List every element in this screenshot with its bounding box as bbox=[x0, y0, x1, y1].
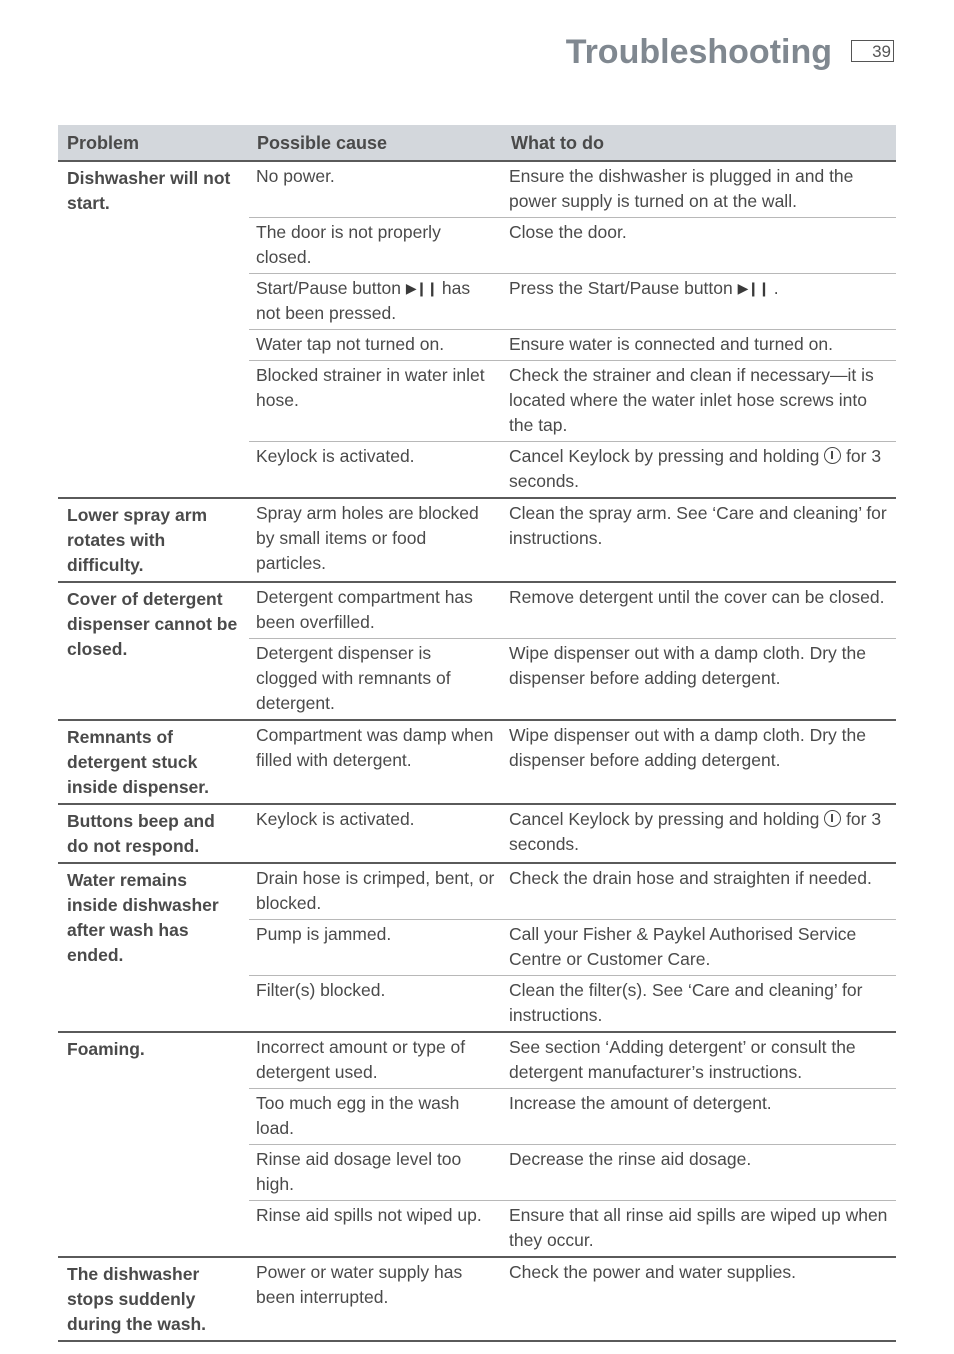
page-header bbox=[0, 0, 954, 100]
cause-cell: No power. bbox=[249, 161, 503, 218]
cause-cell: Keylock is activated. bbox=[249, 442, 503, 499]
problem-cell: Buttons beep and do not respond. bbox=[58, 804, 249, 863]
problem-cell: Water remains inside dishwasher after wash has ended. bbox=[58, 863, 249, 1032]
problem-cell: Lower spray arm rotates with difficulty. bbox=[58, 498, 249, 582]
table-row bbox=[58, 161, 896, 218]
play-pause-icon: ▶❙❙ bbox=[405, 281, 438, 297]
cause-cell: Rinse aid dosage level too high. bbox=[249, 1145, 503, 1201]
table-row bbox=[58, 582, 896, 639]
cause-cell: Spray arm holes are blocked by small items or food particles. bbox=[249, 498, 503, 582]
table-row bbox=[58, 1032, 896, 1089]
cause-cell: Compartment was damp when filled with detergent. bbox=[249, 720, 503, 804]
cause-cell: Rinse aid spills not wiped up. bbox=[249, 1201, 503, 1258]
cause-cell: Water tap not turned on. bbox=[249, 330, 503, 361]
table-row bbox=[58, 1257, 896, 1341]
todo-cell: Call your Fisher & Paykel Authorised Service Centre or Customer Care. bbox=[503, 920, 896, 976]
table-row bbox=[58, 498, 896, 582]
column-header-todo: What to do bbox=[503, 125, 896, 161]
column-header-cause: Possible cause bbox=[249, 125, 503, 161]
todo-cell: Wipe dispenser out with a damp cloth. Dry the dispenser before adding detergent. bbox=[503, 720, 896, 804]
todo-text-post: for 3 seconds. bbox=[509, 446, 882, 491]
todo-cell: Wipe dispenser out with a damp cloth. Dry the dispenser before adding detergent. bbox=[503, 639, 896, 721]
cause-cell: The door is not properly closed. bbox=[249, 218, 503, 274]
table-header-row bbox=[58, 125, 896, 161]
cause-cell: Detergent compartment has been overfilled. bbox=[249, 582, 503, 639]
troubleshooting-table bbox=[58, 125, 896, 1342]
page-number: 39 bbox=[851, 40, 894, 62]
todo-cell bbox=[503, 804, 896, 863]
power-icon bbox=[824, 810, 841, 827]
cause-text-pre: Start/Pause button bbox=[256, 278, 406, 298]
table-row bbox=[58, 804, 896, 863]
cause-cell: Detergent dispenser is clogged with remnants of detergent. bbox=[249, 639, 503, 721]
problem-cell: The dishwasher stops suddenly during the wash. bbox=[58, 1257, 249, 1341]
cause-cell: Keylock is activated. bbox=[249, 804, 503, 863]
todo-cell: Remove detergent until the cover can be closed. bbox=[503, 582, 896, 639]
page-title: Troubleshooting bbox=[565, 33, 832, 71]
todo-text-post: . bbox=[768, 278, 779, 298]
todo-cell: Decrease the rinse aid dosage. bbox=[503, 1145, 896, 1201]
play-pause-icon: ▶❙❙ bbox=[737, 281, 769, 297]
todo-cell bbox=[503, 274, 896, 330]
cause-text-post: has not been pressed. bbox=[256, 278, 471, 323]
todo-cell: Clean the filter(s). See ‘Care and cleaning’ for instructions. bbox=[503, 976, 896, 1033]
cause-cell: Filter(s) blocked. bbox=[249, 976, 503, 1033]
todo-cell: Ensure water is connected and turned on. bbox=[503, 330, 896, 361]
todo-cell: Check the power and water supplies. bbox=[503, 1257, 896, 1341]
table-row bbox=[58, 863, 896, 920]
todo-cell: Check the strainer and clean if necessary—it is located where the water inlet hose screws into the tap. bbox=[503, 361, 896, 442]
cause-cell: Too much egg in the wash load. bbox=[249, 1089, 503, 1145]
problem-cell: Cover of detergent dispenser cannot be closed. bbox=[58, 582, 249, 720]
problem-cell: Dishwasher will not start. bbox=[58, 161, 249, 498]
todo-cell: Close the door. bbox=[503, 218, 896, 274]
cause-cell: Power or water supply has been interrupted. bbox=[249, 1257, 503, 1341]
todo-cell: See section ‘Adding detergent’ or consult the detergent manufacturer’s instructions. bbox=[503, 1032, 896, 1089]
problem-cell: Foaming. bbox=[58, 1032, 249, 1257]
todo-cell: Check the drain hose and straighten if needed. bbox=[503, 863, 896, 920]
cause-cell: Drain hose is crimped, bent, or blocked. bbox=[249, 863, 503, 920]
table-row bbox=[58, 720, 896, 804]
todo-text-pre: Cancel Keylock by pressing and holding bbox=[509, 809, 825, 829]
todo-cell: Clean the spray arm. See ‘Care and cleaning’ for instructions. bbox=[503, 498, 896, 582]
todo-cell: Ensure the dishwasher is plugged in and the power supply is turned on at the wall. bbox=[503, 161, 896, 218]
todo-cell bbox=[503, 442, 896, 499]
cause-cell: Pump is jammed. bbox=[249, 920, 503, 976]
todo-cell: Ensure that all rinse aid spills are wiped up when they occur. bbox=[503, 1201, 896, 1258]
todo-text-pre: Press the Start/Pause button bbox=[509, 278, 738, 298]
problem-cell: Remnants of detergent stuck inside dispenser. bbox=[58, 720, 249, 804]
todo-text-pre: Cancel Keylock by pressing and holding bbox=[509, 446, 825, 466]
cause-cell: Blocked strainer in water inlet hose. bbox=[249, 361, 503, 442]
column-header-problem: Problem bbox=[58, 125, 249, 161]
cause-cell bbox=[249, 274, 503, 330]
power-icon bbox=[824, 447, 841, 464]
todo-cell: Increase the amount of detergent. bbox=[503, 1089, 896, 1145]
cause-cell: Incorrect amount or type of detergent used. bbox=[249, 1032, 503, 1089]
todo-text-post: for 3 seconds. bbox=[509, 809, 882, 854]
